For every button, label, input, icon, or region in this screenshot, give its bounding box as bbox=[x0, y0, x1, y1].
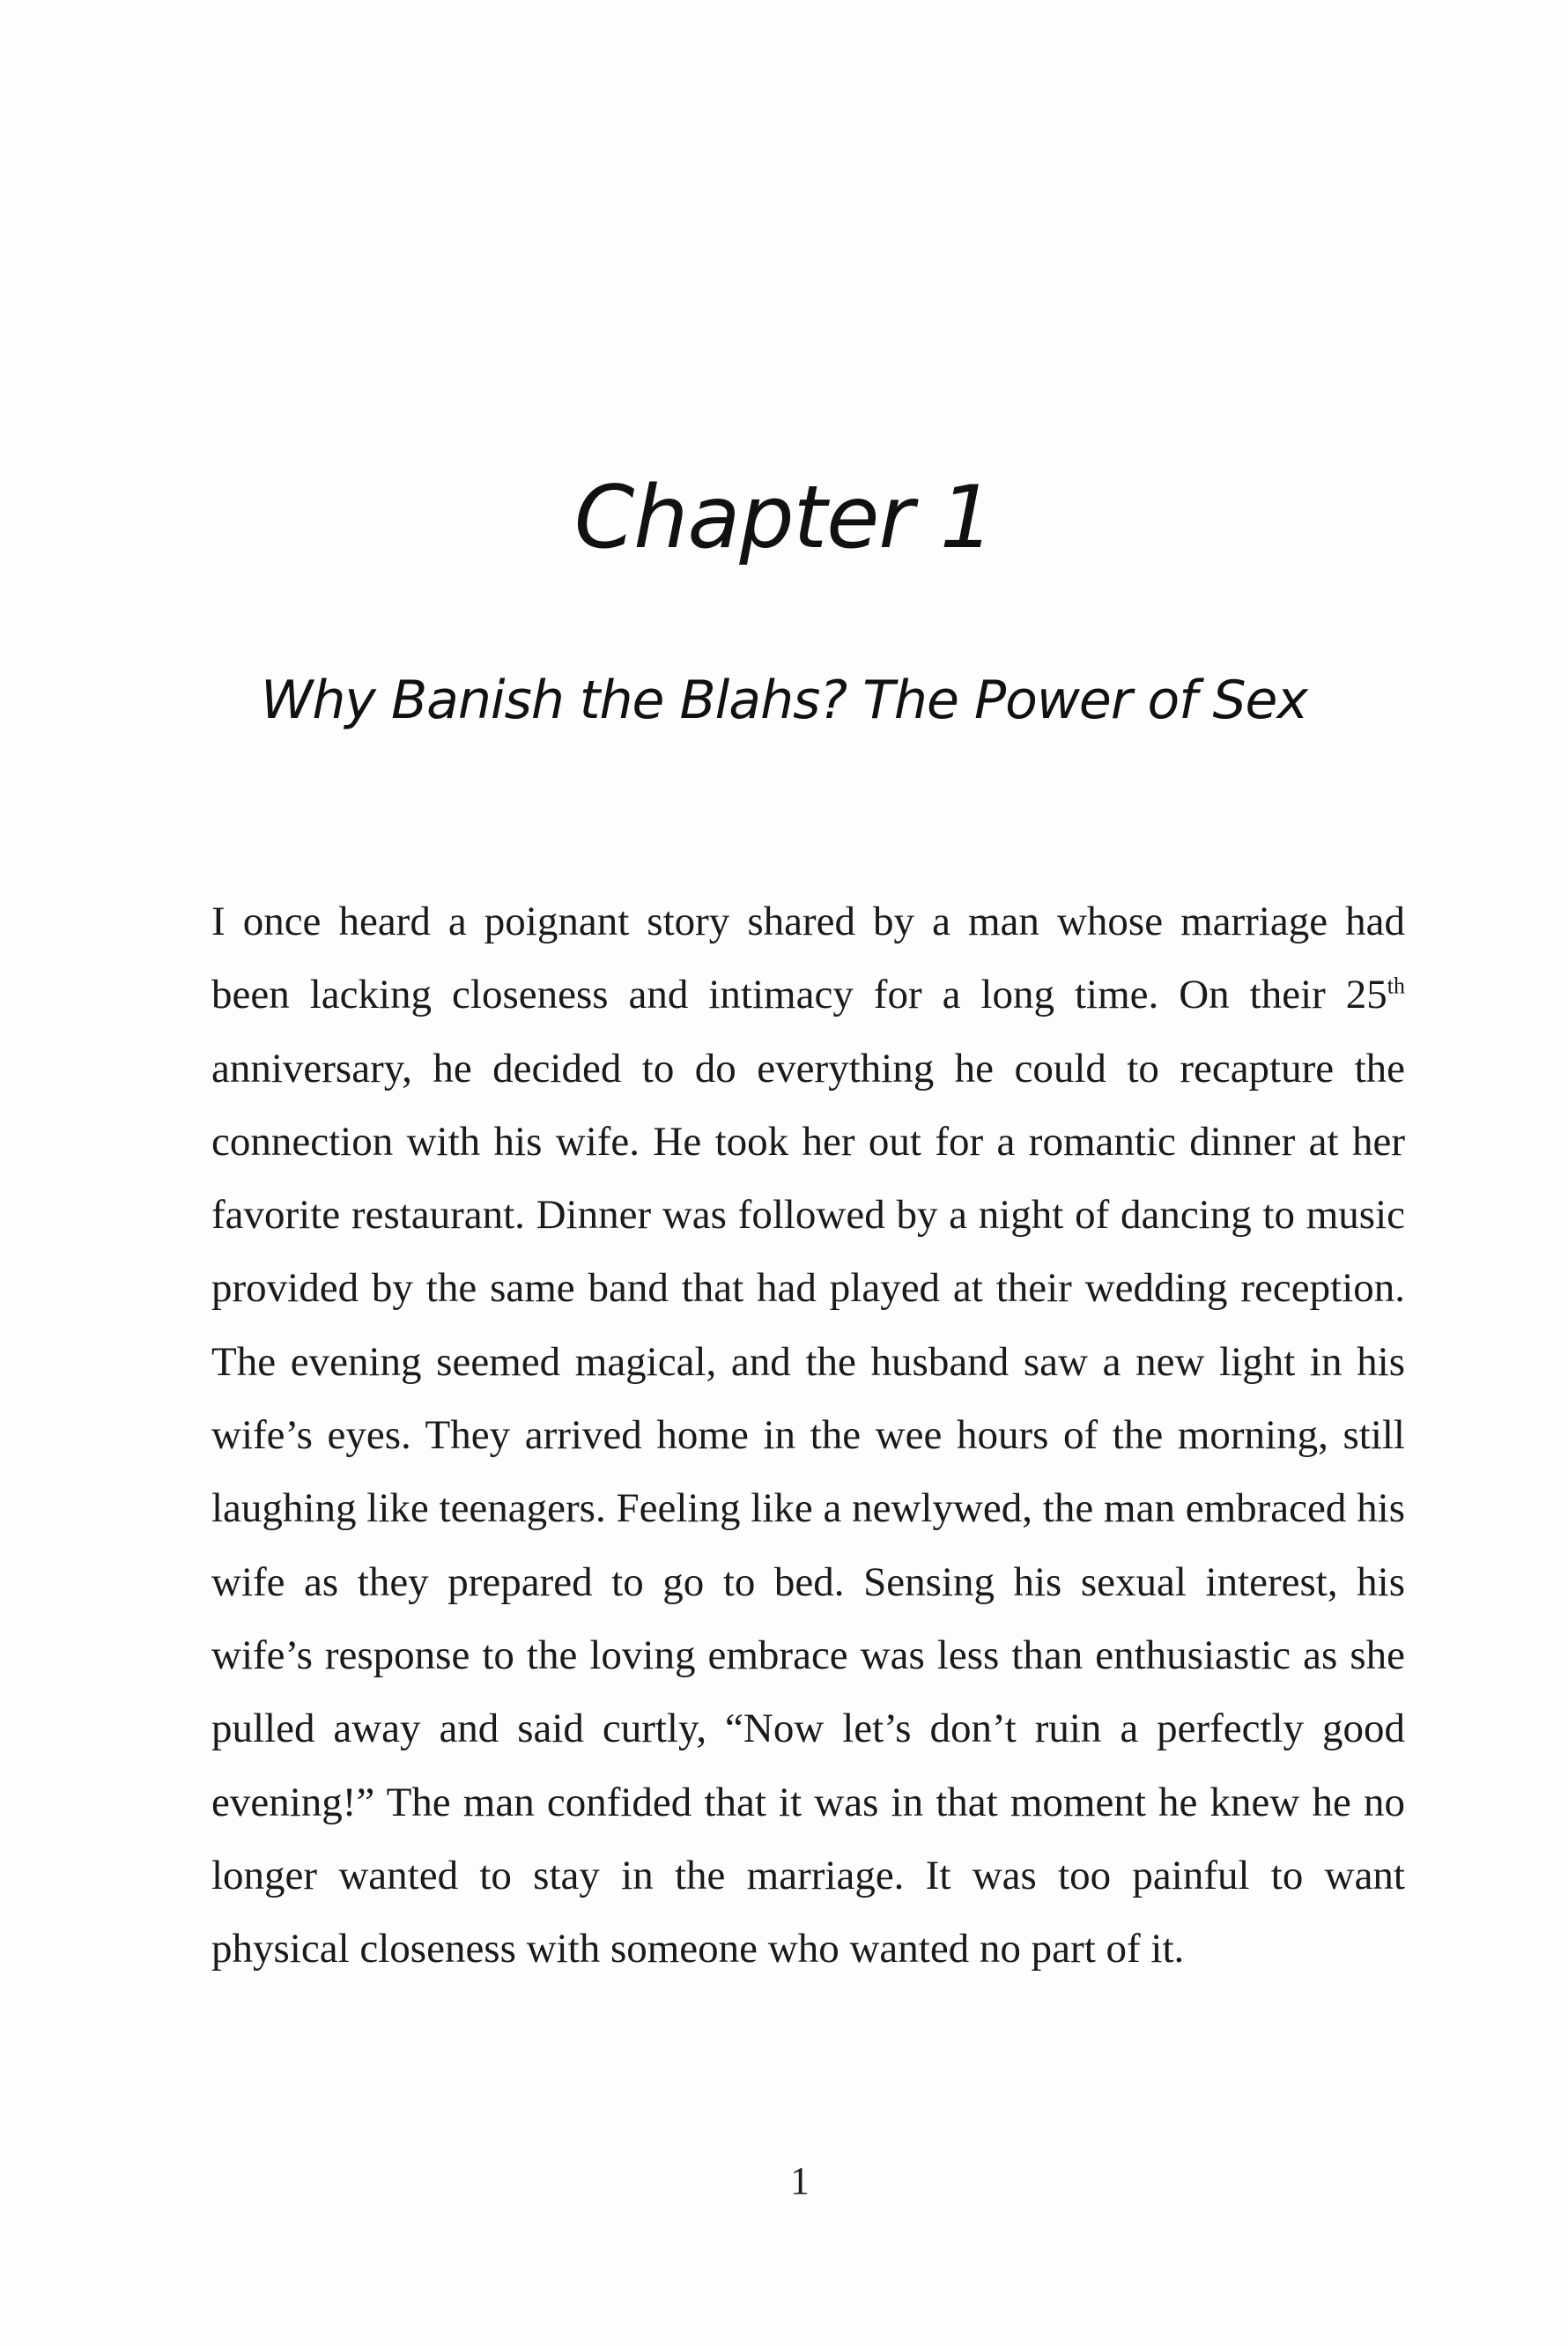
chapter-title: Chapter 1 bbox=[573, 468, 995, 568]
chapter-subtitle: Why Banish the Blahs? The Power of Sex bbox=[261, 670, 1307, 731]
ordinal-superscript: th bbox=[1387, 973, 1405, 999]
body-text-rest: anniversary, he decided to do everything he could to recapture the connection with his wife. He took her out for a romantic dinner at her favorite restaurant. Dinner was followed by a night of dancing to music provided by the same band that had played at their wedding reception. The evening seemed magical, and the husband saw a new light in his wife’s eyes. They arrived home in the wee hours of the morning, still laughing like teenagers. Feeling like a newlywed, the man embraced his wife as they prepared to go to bed. Sensing his sexual interest, his wife’s response to the loving embrace was less than enthusiastic as she pulled away and said curtly, “Now let’s don’t ruin a perfectly good evening!” The man confided that it was in that moment he knew he no longer wanted to stay in the marriage. It was too painful to want physical closeness with someone who wanted no part of it. bbox=[211, 1045, 1405, 1972]
body-paragraph bbox=[211, 885, 1405, 1986]
page-number: 1 bbox=[790, 2159, 810, 2202]
body-text-start: I once heard a poignant story shared by a man whose marriage had been lacking closeness and intimacy for a long time. On their 25 bbox=[211, 899, 1405, 1018]
